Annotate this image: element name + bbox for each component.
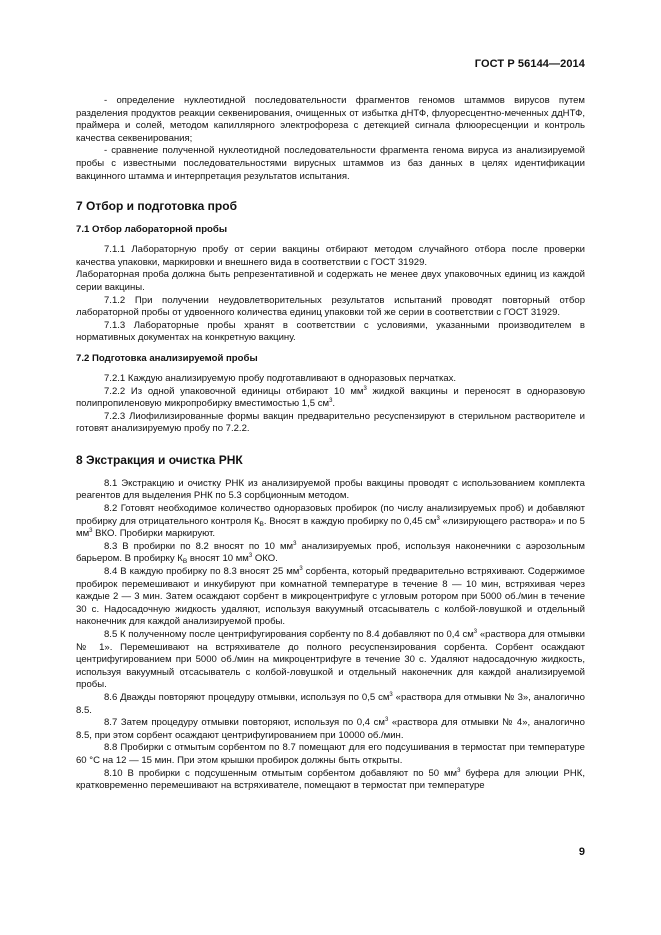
paragraph-8-6	[76, 692, 585, 717]
paragraph-7-2-2	[76, 386, 585, 411]
text-run: сорбента, который предварительно встряхивают. Содержимое пробирок перемешивают и инкубируют при комнатной температуре в течение 8 — 10 мин, встряхивая через каждые 2 — 3 мин. Затем осаждают сорбент в микроцентрифуге с угловым ротором при 5000 об./мин в течение 30 с. Надосадочную жидкость удаляют, используя вакуумный отсасыватель с колбой-ловушкой и отдельный наконечник для каждой анализируемой пробы.	[76, 566, 585, 628]
text-run: 8.3 В пробирки по 8.2 вносят по 10 мм	[104, 540, 294, 552]
superscript: 3	[89, 528, 93, 535]
paragraph-7-2-1: 7.2.1 Каждую анализируемую пробу подготавливают в одноразовых перчатках.	[104, 372, 457, 384]
superscript: 3	[457, 767, 461, 774]
document-header: ГОСТ Р 56144—2014	[474, 58, 585, 70]
text-run: 8.2 Готовят необходимое количество одноразовых пробирок (по числу анализируемых проб) и добавляют пробирку для отрицательного контроля К	[76, 503, 585, 527]
text-run: буфера для элюции РНК, кратковременно перемешивают на встряхивателе, помещают в термостат при температуре	[76, 767, 585, 792]
text-run: «лизирующего раствора» и по 5 мм	[76, 515, 585, 540]
text-run: 7.2.2 Из одной упаковочной единицы отбирают 10 мм	[104, 385, 364, 397]
subsection-7-2-heading: 7.2 Подготовка анализируемой пробы	[76, 352, 258, 364]
paragraph-7-2-3: 7.2.3 Лиофилизированные формы вакцин предварительно ресуспензируют в стерильном растворителе и готовят анализируемую пробу по 7.2.2.	[76, 410, 585, 435]
superscript: 3	[299, 566, 303, 573]
superscript: 3	[473, 629, 478, 635]
superscript: 3	[389, 691, 393, 698]
paragraph-8-2	[76, 503, 585, 541]
text-run: 8.7 Затем процедуру отмывки повторяют, используя по 0,4 см	[104, 717, 385, 729]
paragraph-8-1: 8.1 Экстракцию и очистку РНК из анализируемой пробы вакцины проводят с использованием комплекта реагентов для выделения РНК по 5.3 сорбционным методом.	[76, 477, 585, 502]
paragraph-8-8: 8.8 Пробирки с отмытым сорбентом по 8.7 помещают для его подсушивания в термостат при температуре 60 °С на 12 — 15 мин. При этом крышки пробирок должны быть открыты.	[76, 742, 585, 766]
superscript: 3	[384, 717, 389, 724]
text-run: «раствора для отмывки № 3», аналогично 8.5.	[76, 691, 585, 716]
text-run: . Вносят в каждую пробирку по 0,45 см	[263, 515, 437, 527]
text-run: жидкой вакцины и переносят в одноразовую полипропиленовую микропробирку вместимостью 1,5 см	[76, 385, 585, 410]
subscript: В	[259, 520, 264, 528]
text-run: вносят 10 мм	[187, 553, 249, 565]
subsection-7-1-heading: 7.1 Отбор лабораторной пробы	[76, 224, 228, 236]
paragraph-7-1-1-cont: Лабораторная проба должна быть репрезентативной и содержать не менее двух упаковочных единиц из каждой серии вакцины.	[76, 269, 585, 293]
superscript: 3	[436, 515, 440, 522]
paragraph-7-1-2: 7.1.2 При получении неудовлетворительных результатов испытаний проводят повторный отбор лабораторной пробы от удвоенного количества единиц упаковки той же серии в соответствии с ГОСТ 31929.	[76, 294, 585, 319]
superscript: 3	[329, 398, 333, 405]
page-body	[76, 95, 585, 793]
text-run: 8.4 В каждую пробирку по 8.3 вносят 25 мм	[104, 566, 300, 578]
paragraph-8-4	[76, 566, 585, 629]
paragraph-8-5	[76, 629, 585, 692]
subscript: В	[182, 558, 188, 566]
paragraph-7-1-3: 7.1.3 Лабораторные пробы хранят в соответствии с условиями, указанными производителем в нормативных документах на конкретную вакцину.	[76, 319, 585, 344]
text-run: 8.10 В пробирки с подсушенным отмытым сорбентом добавляют по 50 мм	[104, 767, 458, 779]
paragraph-8-7	[76, 717, 585, 742]
text-run: 8.5 К полученному после центрифугирования сорбенту по 8.4 добавляют по 0,4 см	[104, 629, 474, 640]
intro-paragraph-1: - определение нуклеотидной последовательности фрагментов геномов штаммов вирусов путем разделения продуктов реакции секвенирования, очищенных от избытка дНТФ, флуоресцентно-меченных ддНТФ, праймера и солей, методом капиллярного электрофореза с детекцией сигнала флюоресценции и контроль качества секвенирования;	[76, 95, 585, 144]
text-run: «раствора для отмывки № 4», аналогично 8.5, при этом сорбент осаждают центрифугированием при 10000 об./мин.	[76, 717, 585, 741]
paragraph-7-1-1: 7.1.1 Лабораторную пробу от серии вакцины отбирают методом случайного отбора после проверки качества упаковки, маркировки и внешнего вида в соответствии с ГОСТ 31929.	[76, 244, 585, 268]
text-run: 8.6 Дважды повторяют процедуру отмывки, используя по 0,5 см	[104, 691, 390, 703]
superscript: 3	[248, 553, 253, 560]
intro-paragraph-2: - сравнение полученной нуклеотидной последовательности фрагмента генома вируса из анализируемой пробы с известными последовательностями вирусных штаммов из баз данных в целях идентификации вакцинного штамма и интерпретация результатов испытания.	[76, 145, 585, 182]
superscript: 3	[293, 540, 297, 547]
text-run: .	[332, 398, 336, 410]
text-run: ОКО.	[252, 553, 278, 565]
superscript: 3	[363, 385, 367, 392]
paragraph-8-10	[76, 768, 585, 793]
page-number: 9	[578, 846, 585, 858]
text-run: ВКО. Пробирки маркируют.	[92, 528, 216, 540]
section-8-heading: 8 Экстракция и очистка РНК	[76, 452, 243, 467]
text-run: анализируемых проб, используя наконечники с аэрозольным барьером. В пробирку К	[76, 540, 585, 565]
paragraph-8-3	[76, 541, 585, 566]
text-run: «раствора для отмывки № 1». Перемешивают на встряхивателе до полного ресуспензирования сорбента. Сорбент осаждают центрифугированием при 5000 об./мин на микроцентрифуге в течение 30 с. Удаляют надосадочную жидкость, используя вакуумный отсасыватель с колбой-ловушкой и отдельный наконечник для каждой анализируемой пробы.	[76, 629, 586, 691]
section-7-heading: 7 Отбор и подготовка проб	[76, 199, 238, 214]
